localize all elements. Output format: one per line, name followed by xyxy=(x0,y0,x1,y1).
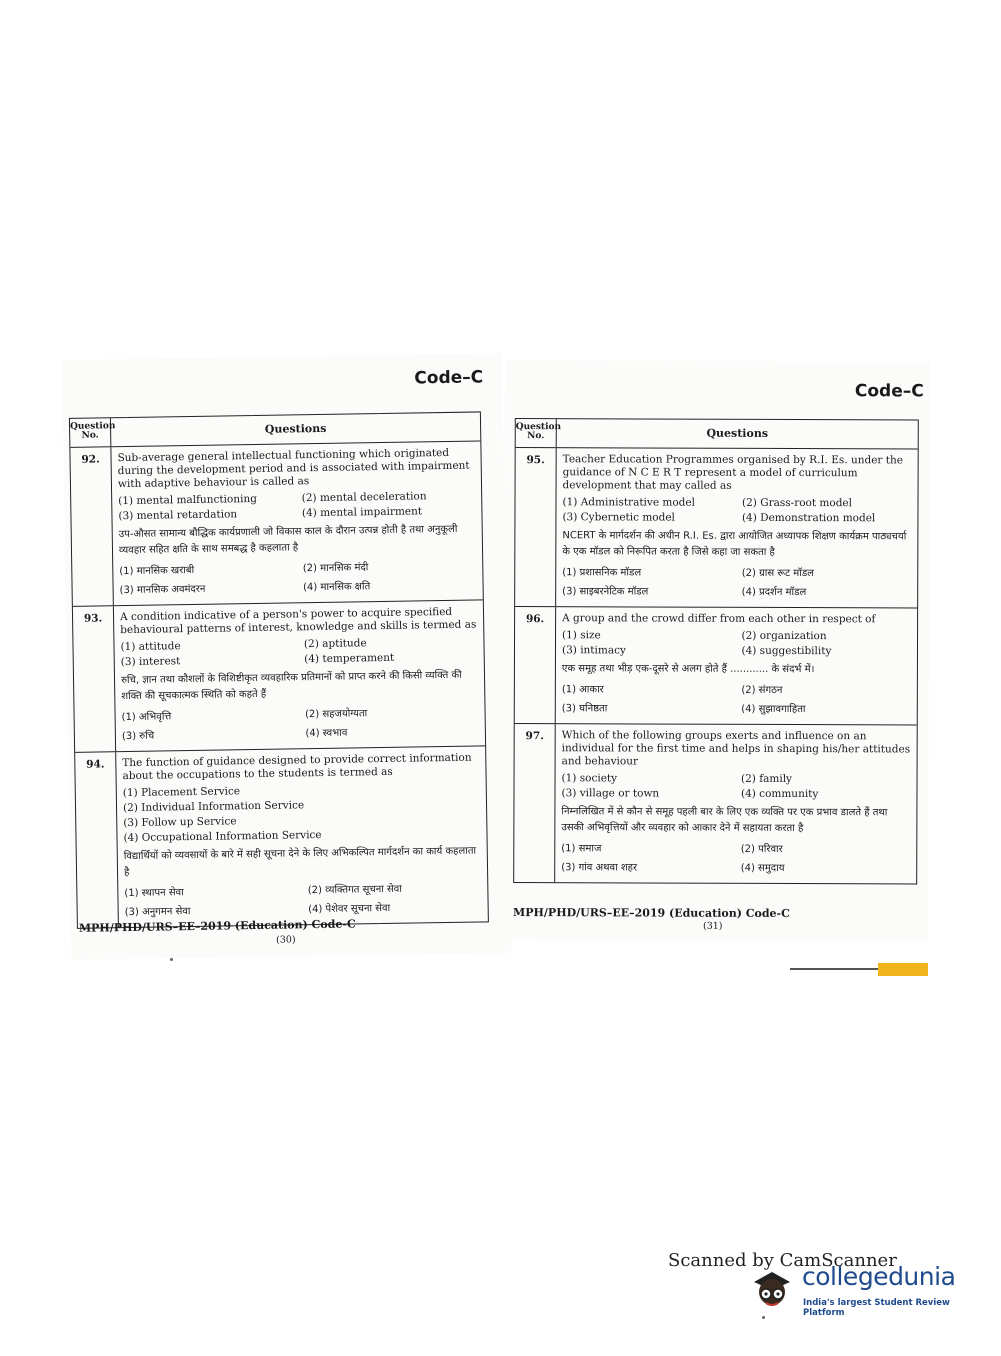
option-item: (4) Occupational Information Service xyxy=(123,828,322,845)
option-item-hindi: (1) अभिवृत्ति xyxy=(121,711,172,724)
options-list xyxy=(120,635,479,669)
question-body xyxy=(556,607,917,724)
question-text-hindi: NCERT के मार्गदर्शन की अधीन R.I. Es. द्वारा आयोजित अध्यापक शिक्षण कार्यक्रम पाठ्यचर्या के एक मॉडल को निरूपित करता है जिसे कहा जा सकता है xyxy=(562,530,907,558)
option-item-hindi: (2) ग्रास रूट मॉडल xyxy=(741,567,814,580)
question-text: A condition indicative of a person's power to acquire specified behavioural patterns of interest, knowledge and skills is termed as xyxy=(119,605,477,637)
option-item: (3) mental retardation xyxy=(118,508,238,523)
left-page xyxy=(62,353,511,960)
option-item: (4) suggestibility xyxy=(741,644,832,658)
question-text: The function of guidance designed to provide correct information about the occupations to the students is termed as xyxy=(122,751,472,783)
header-questions: Questions xyxy=(264,421,327,436)
option-item: (1) attitude xyxy=(120,640,181,654)
question-table xyxy=(513,418,919,884)
question-text: Sub-average general intellectual functioning which originated during the development period and is associated with impairment with adaptive behaviour is called as xyxy=(117,446,470,491)
option-item-hindi: (1) समाज xyxy=(561,843,602,855)
page-footer: MPH/PHD/URS–EE–2019 (Education) Code-C xyxy=(78,917,356,935)
option-item: (4) mental impairment xyxy=(301,505,423,520)
option-item-hindi: (4) स्वभाव xyxy=(305,727,348,740)
option-item-hindi: (4) प्रदर्शन मॉडल xyxy=(741,586,807,599)
question-text: A group and the crowd differ from each other in respect of xyxy=(562,612,876,626)
option-item-hindi: (3) साइबरनेटिक मॉडल xyxy=(562,586,649,598)
question-number: 97. xyxy=(514,724,556,882)
options-list xyxy=(123,781,483,845)
question-row xyxy=(515,448,918,608)
page-number: (31) xyxy=(703,920,723,932)
yellow-tab xyxy=(878,963,928,976)
question-text-hindi: एक समूह तथा भीड़ एक-दूसरे से अलग होते हैं ............ के संदर्भ में। xyxy=(561,663,815,676)
option-item-hindi: (2) मानसिक मंदी xyxy=(302,562,369,575)
option-item: (2) aptitude xyxy=(303,637,367,651)
header-question-no: Question No. xyxy=(70,418,111,447)
page-number: (30) xyxy=(276,934,296,946)
question-row xyxy=(75,746,488,927)
question-table xyxy=(69,411,489,928)
options-list xyxy=(118,489,477,523)
option-item-hindi: (4) मानसिक क्षति xyxy=(303,581,371,594)
option-item-hindi: (1) प्रशासनिक मॉडल xyxy=(562,567,642,579)
brand-tagline: India's largest Student Review Platform xyxy=(803,1298,950,1318)
option-item: (2) organization xyxy=(741,629,827,643)
option-item: (1) Placement Service xyxy=(122,785,241,800)
question-body xyxy=(111,441,482,605)
options-list-hindi xyxy=(122,705,481,743)
right-page xyxy=(503,360,930,941)
option-item-hindi: (2) परिवार xyxy=(740,843,783,855)
question-row xyxy=(73,600,485,752)
question-number: 96. xyxy=(515,607,556,723)
question-body xyxy=(556,448,918,607)
question-body xyxy=(555,724,917,883)
option-item: (1) Administrative model xyxy=(562,496,696,509)
question-text: Which of the following groups exerts and influence on an individual for the first time and helps in shaping his/her attitudes and behaviour xyxy=(561,729,911,768)
option-item-hindi: (3) घनिष्ठता xyxy=(561,703,608,715)
option-item-hindi: (3) मानसिक अवमंदरन xyxy=(119,583,206,597)
option-item: (3) interest xyxy=(120,655,181,669)
option-item: (2) family xyxy=(741,772,793,786)
question-number: 93. xyxy=(73,606,116,752)
options-list-hindi xyxy=(119,559,478,597)
options-list xyxy=(561,772,912,801)
option-item: (2) Individual Information Service xyxy=(122,799,305,815)
watermark xyxy=(668,1250,978,1320)
question-row xyxy=(70,441,482,606)
header-questions: Questions xyxy=(706,426,769,440)
options-list-hindi xyxy=(124,881,483,919)
question-row xyxy=(514,724,917,883)
option-item-hindi: (2) सहजयोग्यता xyxy=(305,708,368,721)
option-item-hindi: (4) समुदाय xyxy=(740,862,785,874)
options-list-hindi xyxy=(561,842,912,875)
option-item: (4) temperament xyxy=(304,651,395,666)
scanned-by-text: Scanned by CamScanner xyxy=(668,1250,897,1271)
options-list xyxy=(562,496,913,525)
question-text-hindi: निम्नलिखित में से कौन से समूह पहली बार के लिए एक व्यक्ति पर एक प्रभाव डालते हैं तथा उसकी अभिवृत्तियों और व्यवहार को आकार देने में सहायता करता है xyxy=(561,806,888,835)
option-item: (4) Demonstration model xyxy=(741,511,876,525)
option-item: (2) Grass-root model xyxy=(741,496,853,510)
page-code-label: Code–C xyxy=(414,367,484,389)
option-item-hindi: (4) पेशेवर सूचना सेवा xyxy=(308,902,391,916)
option-item-hindi: (4) सुझावगाहिता xyxy=(741,703,806,716)
option-item: (3) village or town xyxy=(561,787,660,800)
question-body xyxy=(116,746,488,927)
option-item-hindi: (2) व्यक्तिगत सूचना सेवा xyxy=(307,883,403,897)
option-item: (3) intimacy xyxy=(561,644,626,657)
option-item-hindi: (3) गांव अथवा शहर xyxy=(561,862,638,874)
question-number: 92. xyxy=(70,447,113,606)
question-text-hindi: विद्यार्थियों को व्यवसायों के बारे में सही सूचना देने के लिए अभिकल्पित मार्गदर्शन का कार्य कहलाता है xyxy=(123,845,477,879)
option-item-hindi: (3) रुचि xyxy=(121,730,155,743)
question-number: 94. xyxy=(75,752,119,928)
options-list xyxy=(562,629,913,658)
question-text-hindi: उप-औसत सामान्य बौद्धिक कार्यप्रणाली जो विकास काल के दौरान उत्पन्न होती है तथा अनुकूली व्यवहार सहित क्षति के साथ समबद्ध है कहलाता है xyxy=(118,523,458,557)
mascot-logo-icon xyxy=(750,1268,794,1310)
question-text: Teacher Education Programmes organised by R.I. Es. under the guidance of N C E R T represent a model of curriculum development that may called as xyxy=(562,453,904,492)
option-item: (3) Follow up Service xyxy=(123,815,237,830)
option-item: (1) society xyxy=(561,772,618,785)
option-item-hindi: (3) अनुगमन सेवा xyxy=(124,906,191,919)
brand-name: collegedunia xyxy=(802,1262,956,1291)
option-item-hindi: (1) स्थापन सेवा xyxy=(124,887,184,900)
option-item-hindi: (1) आकार xyxy=(561,684,604,696)
page-footer: MPH/PHD/URS–EE–2019 (Education) Code-C xyxy=(513,906,790,920)
question-number: 95. xyxy=(515,448,557,606)
question-text-hindi: रुचि, ज्ञान तथा कौशलों के विशिष्टीकृत व्यवहारिक प्रतिमानों को प्राप्त करने की किसी व्यक्ति की शक्ति की सूचकात्मक स्थिति को कहते हैं xyxy=(120,669,462,703)
option-item: (1) size xyxy=(562,629,601,642)
options-list-hindi xyxy=(562,566,913,599)
question-row xyxy=(515,607,917,725)
option-item: (1) mental malfunctioning xyxy=(118,492,258,508)
table-header xyxy=(516,419,918,449)
page-code-label: Code–C xyxy=(854,381,924,402)
option-item: (4) community xyxy=(740,787,819,801)
option-item-hindi: (1) मानसिक खराबी xyxy=(119,564,195,578)
header-question-no: Question No. xyxy=(516,419,557,447)
speck xyxy=(170,958,173,961)
option-item: (3) Cybernetic model xyxy=(562,511,675,524)
question-body xyxy=(114,600,485,751)
options-list-hindi xyxy=(562,683,913,716)
divider-line xyxy=(790,968,880,970)
option-item-hindi: (2) संगठन xyxy=(741,684,783,696)
option-item: (2) mental deceleration xyxy=(301,490,427,505)
